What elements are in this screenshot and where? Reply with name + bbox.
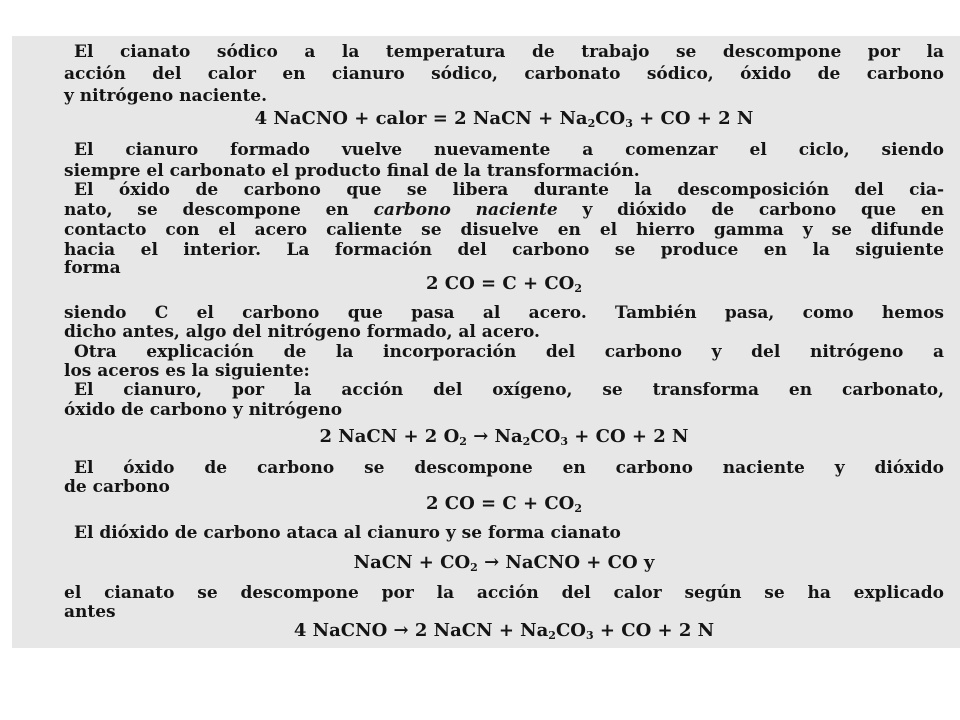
equation-4: 2 CO = $C + CO_2$: [425, 493, 582, 515]
text-line: contacto con el acero caliente se disuelve en el hierro gamma y se difunde: [64, 220, 944, 240]
text-line: forma: [64, 258, 121, 278]
text-line: siempre el carbonato el producto final de la transformación.: [64, 161, 640, 181]
text-line: El óxido de carbono se descompone en carbono naciente y dióxido: [74, 458, 944, 478]
text-line: acción del calor en cianuro sódico, carbonato sódico, óxido de carbono: [64, 64, 944, 84]
text-line: hacia el interior. La formación del carbono se produce en la siguiente: [64, 240, 944, 260]
scanned-page: [12, 36, 960, 648]
equation-3: 2 NaCN + 2 $O_2 \to Na_2CO_3$ + CO + 2 N: [319, 426, 689, 448]
equation-6: 4 NaCNO → 2 NaCN + $Na_2CO_3$ + CO + 2 N: [293, 620, 715, 642]
equation-2: 2 CO = $C + CO_2$: [425, 273, 582, 295]
text-line: de carbono: [64, 477, 170, 497]
text-line: El cianato sódico a la temperatura de trabajo se descompone por la: [74, 42, 944, 62]
text-line: nato, se descompone en carbono naciente y dióxido de carbono que en: [64, 200, 944, 220]
text-line: el cianato se descompone por la acción del calor según se ha explicado: [64, 583, 944, 603]
text-line: y nitrógeno naciente.: [64, 86, 268, 106]
equation-5: NaCN + $CO_2$ → NaCNO + CO y: [353, 552, 655, 574]
equation-1: 4 NaCNO + calor = 2 NaCN + $Na_2CO_3$ + CO + 2 N: [254, 108, 754, 130]
text-line: dicho antes, algo del nitrógeno formado, al acero.: [64, 322, 540, 342]
text-line: El cianuro formado vuelve nuevamente a comenzar el ciclo, siendo: [74, 140, 944, 160]
text-line: Otra explicación de la incorporación del carbono y del nitrógeno a: [74, 342, 944, 362]
text-line: El dióxido de carbono ataca al cianuro y se forma cianato: [74, 523, 621, 543]
text-line: los aceros es la siguiente:: [64, 361, 310, 381]
text-line: El cianuro, por la acción del oxígeno, se transforma en carbonato,: [74, 380, 944, 400]
italic-term: carbono naciente: [373, 200, 558, 220]
text-line: siendo C el carbono que pasa al acero. También pasa, como hemos: [64, 303, 944, 323]
text-line: óxido de carbono y nitrógeno: [64, 400, 343, 420]
text-line: antes: [64, 602, 116, 622]
text-line: El óxido de carbono que se libera durante la descomposición del cia-: [74, 180, 944, 200]
